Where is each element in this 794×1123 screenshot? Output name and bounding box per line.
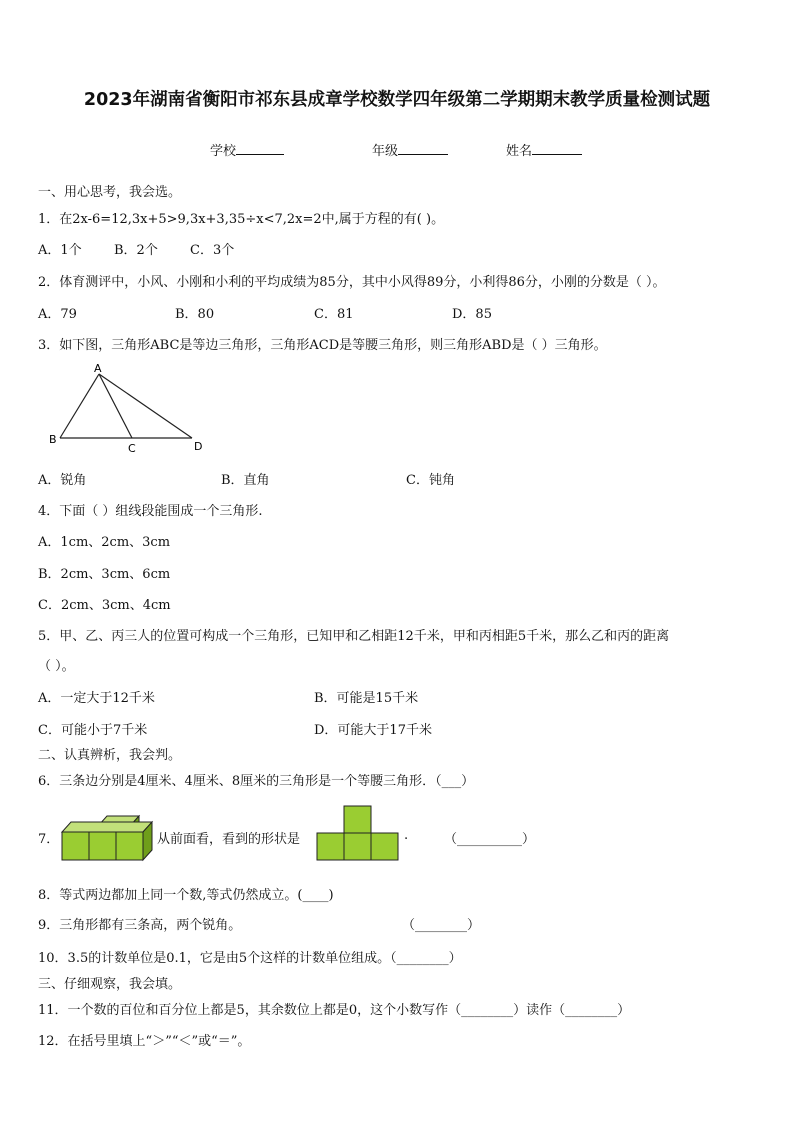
cube-top-row	[62, 822, 152, 832]
vertex-label-a: A	[94, 362, 102, 375]
q5-option-c: C．可能小于7千米	[38, 723, 148, 738]
grade-field	[372, 140, 448, 159]
front-view-figure	[315, 805, 401, 861]
q2-option-c: C．81	[314, 307, 354, 322]
question-7-text: 从前面看，看到的形状是	[157, 832, 301, 847]
vertex-label-b: B	[49, 433, 57, 446]
q1-option-b: B．2个	[114, 243, 158, 258]
question-8: 8．等式两边都加上同一个数,等式仍然成立。(____)	[38, 888, 334, 903]
section-1-heading: 一、用心思考，我会选。	[38, 185, 182, 200]
question-4: 4．下面（ ）组线段能围成一个三角形.	[38, 504, 263, 519]
cube-front-2	[89, 832, 116, 860]
segment-ab	[60, 374, 99, 438]
vertex-label-c: C	[128, 442, 136, 455]
school-blank	[236, 142, 284, 155]
question-7-blank: （__________）	[444, 832, 536, 847]
segment-ac	[99, 374, 132, 438]
q3-option-b: B．直角	[221, 473, 270, 488]
front-view-square-2	[344, 833, 371, 860]
question-1: 1．在2x-6=12,3x+5>9,3x+3,35÷x<7,2x=2中,属于方程的有( )。	[38, 212, 445, 227]
q5-option-a: A．一定大于12千米	[38, 691, 155, 706]
question-5-blank: （ ）。	[38, 659, 75, 674]
q2-option-b: B．80	[175, 307, 215, 322]
q1-option-a: A．1个	[38, 243, 82, 258]
q2-option-d: D．85	[452, 307, 492, 322]
q4-option-a: A．1cm、2cm、3cm	[38, 535, 171, 550]
question-3: 3．如下图，三角形ABC是等边三角形，三角形ACD是等腰三角形，则三角形ABD是（ ）三角形。	[38, 338, 607, 353]
triangle-diagram	[44, 362, 214, 458]
question-10: 10．3.5的计数单位是0.1，它是由5个这样的计数单位组成。（________）	[38, 951, 462, 966]
question-7-number: 7．	[38, 832, 60, 847]
question-12: 12．在括号里填上“＞”“＜”或“＝”。	[38, 1034, 251, 1049]
page-title: 2023年湖南省衡阳市祁东县成章学校数学四年级第二学期期末教学质量检测试题	[83, 90, 711, 110]
school-field	[210, 140, 284, 159]
question-5: 5．甲、乙、丙三人的位置可构成一个三角形，已知甲和乙相距12千米，甲和丙相距5千米，那么乙和丙的距离	[38, 629, 670, 644]
name-blank	[532, 142, 582, 155]
question-7-dot: .	[404, 828, 409, 843]
section-3-heading: 三、仔细观察，我会填。	[38, 977, 182, 992]
question-6: 6．三条边分别是4厘米、4厘米、8厘米的三角形是一个等腰三角形．（___）	[38, 774, 475, 789]
front-view-top-square	[344, 806, 371, 833]
q1-option-c: C．3个	[190, 243, 235, 258]
question-2: 2．体育测评中，小风、小刚和小利的平均成绩为85分，其中小风得89分，小利得86分，小刚的分数是（ ）。	[38, 275, 666, 290]
question-9: 9．三角形都有三条高，两个锐角。	[38, 918, 242, 933]
q5-option-d: D．可能大于17千米	[314, 723, 432, 738]
q4-option-c: C．2cm、3cm、4cm	[38, 598, 171, 613]
front-view-square-1	[317, 833, 344, 860]
name-label: 姓名	[506, 144, 533, 159]
q5-option-b: B．可能是15千米	[314, 691, 419, 706]
grade-label: 年级	[372, 144, 399, 159]
vertex-label-d: D	[194, 440, 203, 453]
segment-ad	[99, 374, 192, 438]
school-label: 学校	[210, 144, 237, 159]
q2-option-a: A．79	[38, 307, 77, 322]
q3-option-a: A．锐角	[38, 473, 87, 488]
cube-stack-figure	[60, 812, 156, 864]
cube-front-3	[116, 832, 143, 860]
section-2-heading: 二、认真辨析，我会判。	[38, 748, 182, 763]
question-9-blank: （________）	[402, 918, 481, 933]
question-11: 11．一个数的百位和百分位上都是5，其余数位上都是0，这个小数写作（________）读作（________）	[38, 1003, 631, 1018]
q3-option-c: C．钝角	[406, 473, 455, 488]
cube-front-1	[62, 832, 89, 860]
q4-option-b: B．2cm、3cm、6cm	[38, 567, 171, 582]
grade-blank	[398, 142, 448, 155]
front-view-square-3	[371, 833, 398, 860]
name-field	[506, 140, 582, 159]
